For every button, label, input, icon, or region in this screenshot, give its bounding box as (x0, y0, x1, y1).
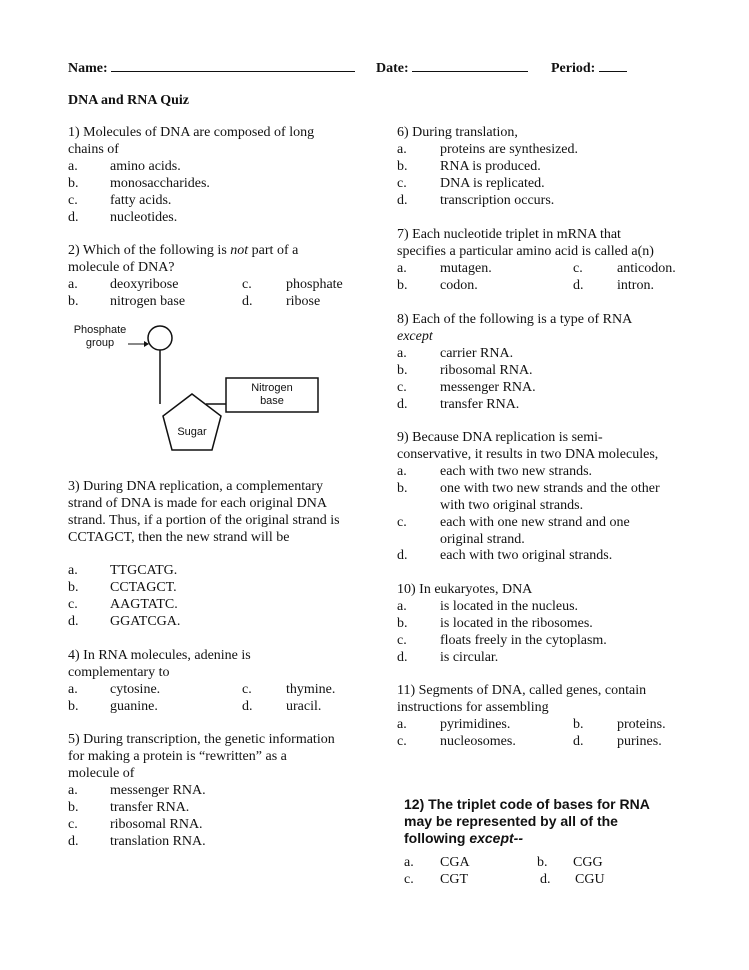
question-text: molecule of (68, 766, 135, 781)
option-text[interactable]: each with two new strands. (440, 464, 593, 479)
option-letter: a. (397, 599, 407, 614)
question-text: 6) During translation, (397, 125, 518, 140)
option-text[interactable]: messenger RNA. (110, 783, 206, 798)
option-letter: a. (68, 159, 78, 174)
option-text[interactable]: ribosomal RNA. (110, 817, 203, 832)
option-text[interactable]: messenger RNA. (440, 380, 536, 395)
option-text[interactable]: CGU (575, 872, 605, 887)
question-text: CCTAGCT, then the new strand will be (68, 530, 290, 545)
nitrogen-base-label: Nitrogen base (251, 382, 293, 407)
question-text: strand of DNA is made for each original DNA (68, 496, 327, 511)
option-text[interactable]: CGA (440, 855, 470, 870)
option-text[interactable]: purines. (617, 734, 662, 749)
option-text[interactable]: cytosine. (110, 682, 161, 697)
question-text: 3) During DNA replication, a complementary (68, 479, 324, 494)
question-text: 10) In eukaryotes, DNA (397, 582, 533, 597)
option-letter: a. (68, 277, 78, 292)
option-text[interactable]: mutagen. (440, 261, 492, 276)
phosphate-label: Phosphate group (73, 324, 127, 349)
option-text-cont[interactable]: with two original strands. (440, 498, 584, 513)
period-label: Period: (551, 61, 596, 76)
option-text[interactable]: is circular. (440, 650, 499, 665)
name-label: Name: (68, 61, 108, 76)
option-letter: b. (397, 363, 408, 378)
option-letter: c. (68, 193, 78, 208)
question-text: conservative, it results in two DNA molecules, (397, 447, 659, 462)
option-text[interactable]: CCTAGCT. (110, 580, 177, 595)
option-text[interactable]: CGG (573, 855, 603, 870)
option-letter: d. (242, 294, 253, 309)
option-letter: c. (397, 734, 407, 749)
option-text[interactable]: transcription occurs. (440, 193, 555, 208)
option-text[interactable]: thymine. (286, 682, 336, 697)
question-text: 2) Which of the following is not part of a (68, 243, 299, 258)
option-letter: c. (397, 633, 407, 648)
question-text: 1) Molecules of DNA are composed of long (68, 125, 315, 140)
option-text[interactable]: floats freely in the cytoplasm. (440, 633, 607, 648)
option-letter: c. (68, 597, 78, 612)
question-text: 12) The triplet code of bases for RNA (404, 796, 650, 812)
option-letter: a. (397, 346, 407, 361)
option-text[interactable]: phosphate (286, 277, 343, 292)
option-letter: b. (68, 800, 79, 815)
question-text: specifies a particular amino acid is called a(n) (397, 244, 654, 259)
option-letter: a. (68, 682, 78, 697)
question-text: 8) Each of the following is a type of RNA (397, 312, 633, 327)
option-letter: d. (397, 548, 408, 563)
option-text[interactable]: ribosomal RNA. (440, 363, 533, 378)
question-text: complementary to (68, 665, 170, 680)
option-letter: c. (573, 261, 583, 276)
option-text[interactable]: proteins are synthesized. (440, 142, 579, 157)
option-text[interactable]: fatty acids. (110, 193, 172, 208)
option-letter: c. (397, 176, 407, 191)
option-letter: b. (537, 855, 548, 870)
option-letter: d. (242, 699, 253, 714)
option-letter: c. (404, 872, 414, 887)
option-letter: d. (397, 397, 408, 412)
question-text: 5) During transcription, the genetic information (68, 732, 335, 747)
question-text: may be represented by all of the (404, 813, 618, 829)
date-blank[interactable] (412, 57, 528, 72)
option-text[interactable]: CGT (440, 872, 468, 887)
option-letter: d. (397, 193, 408, 208)
option-text[interactable]: one with two new strands and the other (440, 481, 660, 496)
option-text[interactable]: each with one new strand and one (440, 515, 630, 530)
question-text: 4) In RNA molecules, adenine is (68, 648, 251, 663)
option-letter: c. (242, 682, 252, 697)
question-text: chains of (68, 142, 119, 157)
option-letter: d. (68, 614, 79, 629)
option-letter: d. (397, 650, 408, 665)
nucleotide-diagram (60, 316, 340, 466)
option-text[interactable]: guanine. (110, 699, 158, 714)
option-letter: d. (68, 834, 79, 849)
option-text[interactable]: ribose (286, 294, 321, 309)
option-letter: a. (404, 855, 414, 870)
option-text[interactable]: DNA is replicated. (440, 176, 545, 191)
option-letter: a. (397, 261, 407, 276)
name-blank[interactable] (111, 57, 355, 72)
page-title: DNA and RNA Quiz (68, 93, 189, 108)
option-letter: a. (397, 717, 407, 732)
option-letter: d. (573, 734, 584, 749)
phosphate-circle (148, 326, 172, 350)
option-letter: d. (540, 872, 551, 887)
option-letter: b. (397, 616, 408, 631)
option-text[interactable]: codon. (440, 278, 478, 293)
option-text[interactable]: carrier RNA. (440, 346, 514, 361)
question-text: instructions for assembling (397, 700, 549, 715)
option-text[interactable]: GGATCGA. (110, 614, 181, 629)
sugar-label: Sugar (177, 426, 207, 438)
option-text[interactable]: uracil. (286, 699, 322, 714)
date-label: Date: (376, 61, 409, 76)
option-letter: b. (68, 294, 79, 309)
option-text[interactable]: AAGTATC. (110, 597, 178, 612)
option-letter: b. (397, 159, 408, 174)
question-text: molecule of DNA? (68, 260, 175, 275)
option-text[interactable]: nitrogen base (110, 294, 186, 309)
question-text: strand. Thus, if a portion of the original strand is (68, 513, 340, 528)
option-text[interactable]: monosaccharides. (110, 176, 210, 191)
question-text: except (397, 329, 433, 344)
option-text[interactable]: transfer RNA. (110, 800, 190, 815)
option-text[interactable]: RNA is produced. (440, 159, 541, 174)
option-letter: c. (397, 515, 407, 530)
name-field[interactable] (68, 57, 355, 77)
option-text[interactable]: each with two original strands. (440, 548, 613, 563)
option-text[interactable]: pyrimidines. (440, 717, 511, 732)
option-letter: b. (68, 176, 79, 191)
option-letter: a. (68, 783, 78, 798)
option-text[interactable]: TTGCATG. (110, 563, 178, 578)
option-text[interactable]: intron. (617, 278, 654, 293)
option-text[interactable]: transfer RNA. (440, 397, 520, 412)
question-text: 9) Because DNA replication is semi- (397, 430, 603, 445)
option-text[interactable]: is located in the ribosomes. (440, 616, 593, 631)
option-letter: b. (573, 717, 584, 732)
option-letter: d. (68, 210, 79, 225)
option-letter: b. (68, 699, 79, 714)
question-text: following except-- (404, 830, 524, 846)
option-text[interactable]: proteins. (617, 717, 666, 732)
option-text[interactable]: nucleosomes. (440, 734, 516, 749)
option-letter: c. (397, 380, 407, 395)
option-text[interactable]: anticodon. (617, 261, 676, 276)
period-field[interactable] (551, 57, 627, 77)
option-text-cont[interactable]: original strand. (440, 532, 525, 547)
option-text[interactable]: deoxyribose (110, 277, 179, 292)
option-text[interactable]: amino acids. (110, 159, 181, 174)
option-text[interactable]: is located in the nucleus. (440, 599, 579, 614)
option-letter: a. (397, 142, 407, 157)
option-letter: b. (397, 278, 408, 293)
question-text: 7) Each nucleotide triplet in mRNA that (397, 227, 621, 242)
question-text: 11) Segments of DNA, called genes, contain (397, 683, 647, 698)
option-text[interactable]: translation RNA. (110, 834, 206, 849)
period-blank[interactable] (599, 57, 627, 72)
sugar-pentagon (163, 394, 221, 450)
option-letter: c. (242, 277, 252, 292)
option-text[interactable]: nucleotides. (110, 210, 178, 225)
option-letter: b. (68, 580, 79, 595)
question-text: for making a protein is “rewritten” as a (68, 749, 287, 764)
date-field[interactable] (376, 57, 528, 77)
option-letter: c. (68, 817, 78, 832)
option-letter: a. (68, 563, 78, 578)
option-letter: d. (573, 278, 584, 293)
option-letter: a. (397, 464, 407, 479)
option-letter: b. (397, 481, 408, 496)
